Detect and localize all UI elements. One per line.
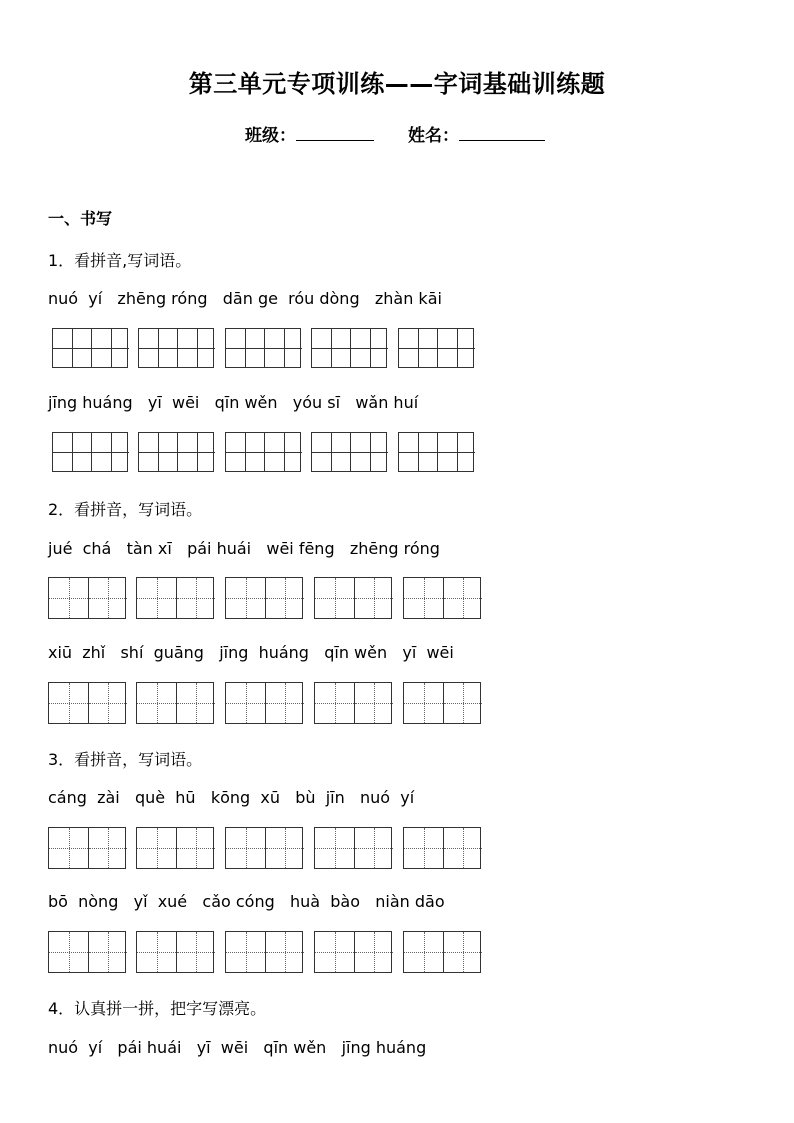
character-cell[interactable] — [137, 683, 176, 723]
character-cell[interactable] — [88, 932, 127, 972]
character-cell[interactable] — [265, 932, 304, 972]
character-cell[interactable] — [443, 578, 482, 618]
character-cell[interactable] — [404, 578, 443, 618]
character-cell[interactable] — [399, 433, 437, 471]
character-cell[interactable] — [49, 578, 88, 618]
word-box[interactable] — [314, 931, 392, 973]
word-box[interactable] — [48, 577, 126, 619]
character-cell[interactable] — [226, 932, 265, 972]
character-cell[interactable] — [88, 578, 127, 618]
word-box[interactable] — [138, 432, 214, 472]
q3-pinyin-row-1: cáng zài què hū kōng xū bù jīn nuó yí — [48, 788, 415, 807]
character-cell[interactable] — [264, 433, 302, 471]
name-blank[interactable] — [459, 126, 545, 141]
character-cell[interactable] — [137, 932, 176, 972]
word-box[interactable] — [48, 931, 126, 973]
character-cell[interactable] — [88, 683, 127, 723]
character-cell[interactable] — [265, 828, 304, 868]
question-4-label: 4．认真拼一拼，把字写漂亮。 — [48, 999, 267, 1018]
question-2-label: 2．看拼音，写词语。 — [48, 500, 203, 519]
section-heading: 一、书写 — [48, 209, 113, 228]
word-box[interactable] — [403, 682, 481, 724]
character-cell[interactable] — [404, 828, 443, 868]
character-cell[interactable] — [443, 683, 482, 723]
word-box[interactable] — [311, 328, 387, 368]
character-cell[interactable] — [404, 932, 443, 972]
question-1-label: 1．看拼音,写词语。 — [48, 251, 192, 270]
character-cell[interactable] — [265, 683, 304, 723]
character-cell[interactable] — [315, 578, 354, 618]
character-cell[interactable] — [53, 433, 91, 471]
word-box[interactable] — [314, 577, 392, 619]
word-box[interactable] — [136, 827, 214, 869]
word-box[interactable] — [225, 931, 303, 973]
character-cell[interactable] — [91, 329, 129, 367]
character-cell[interactable] — [137, 828, 176, 868]
character-cell[interactable] — [315, 932, 354, 972]
character-cell[interactable] — [265, 578, 304, 618]
word-box[interactable] — [314, 682, 392, 724]
character-cell[interactable] — [226, 329, 264, 367]
word-box[interactable] — [48, 827, 126, 869]
character-cell[interactable] — [53, 329, 91, 367]
word-box[interactable] — [52, 432, 128, 472]
character-cell[interactable] — [139, 329, 177, 367]
word-box[interactable] — [225, 432, 301, 472]
character-cell[interactable] — [315, 828, 354, 868]
word-box[interactable] — [403, 931, 481, 973]
character-cell[interactable] — [443, 828, 482, 868]
word-box[interactable] — [311, 432, 387, 472]
word-box[interactable] — [52, 328, 128, 368]
word-box[interactable] — [403, 827, 481, 869]
character-cell[interactable] — [176, 932, 215, 972]
word-box[interactable] — [136, 577, 214, 619]
character-cell[interactable] — [437, 329, 475, 367]
word-box[interactable] — [403, 577, 481, 619]
word-box[interactable] — [398, 432, 474, 472]
character-cell[interactable] — [88, 828, 127, 868]
character-cell[interactable] — [312, 433, 350, 471]
character-cell[interactable] — [399, 329, 437, 367]
q3-pinyin-row-2: bō nòng yǐ xué cǎo cóng huà bào niàn dāo — [48, 892, 445, 911]
character-cell[interactable] — [49, 828, 88, 868]
character-cell[interactable] — [226, 578, 265, 618]
word-box[interactable] — [398, 328, 474, 368]
q1-pinyin-row-1: nuó yí zhēng róng dān ge róu dòng zhàn kāi — [48, 289, 442, 308]
character-cell[interactable] — [49, 683, 88, 723]
q2-pinyin-row-2: xiū zhǐ shí guāng jīng huáng qīn wěn yī wēi — [48, 643, 454, 662]
student-info — [0, 121, 794, 146]
class-blank[interactable] — [296, 126, 374, 141]
character-cell[interactable] — [176, 683, 215, 723]
character-cell[interactable] — [315, 683, 354, 723]
character-cell[interactable] — [137, 578, 176, 618]
word-box[interactable] — [225, 577, 303, 619]
character-cell[interactable] — [49, 932, 88, 972]
word-box[interactable] — [136, 931, 214, 973]
question-3-label: 3．看拼音，写词语。 — [48, 750, 203, 769]
character-cell[interactable] — [354, 578, 393, 618]
name-label: 姓名： — [408, 126, 459, 146]
character-cell[interactable] — [177, 329, 215, 367]
character-cell[interactable] — [354, 828, 393, 868]
character-cell[interactable] — [177, 433, 215, 471]
character-cell[interactable] — [443, 932, 482, 972]
character-cell[interactable] — [91, 433, 129, 471]
character-cell[interactable] — [404, 683, 443, 723]
q1-pinyin-row-2: jīng huáng yī wēi qīn wěn yóu sī wǎn huí — [48, 393, 419, 412]
character-cell[interactable] — [350, 433, 388, 471]
character-cell[interactable] — [176, 578, 215, 618]
character-cell[interactable] — [176, 828, 215, 868]
word-box[interactable] — [314, 827, 392, 869]
character-cell[interactable] — [354, 932, 393, 972]
character-cell[interactable] — [264, 329, 302, 367]
q4-pinyin-row-1: nuó yí pái huái yī wēi qīn wěn jīng huáng — [48, 1038, 427, 1057]
word-box[interactable] — [225, 827, 303, 869]
word-box[interactable] — [48, 682, 126, 724]
character-cell[interactable] — [312, 329, 350, 367]
character-cell[interactable] — [139, 433, 177, 471]
character-cell[interactable] — [226, 828, 265, 868]
class-label: 班级： — [245, 126, 296, 146]
character-cell[interactable] — [437, 433, 475, 471]
character-cell[interactable] — [350, 329, 388, 367]
character-cell[interactable] — [354, 683, 393, 723]
word-box[interactable] — [138, 328, 214, 368]
word-box[interactable] — [225, 682, 303, 724]
character-cell[interactable] — [226, 683, 265, 723]
word-box[interactable] — [225, 328, 301, 368]
page-title: 第三单元专项训练——字词基础训练题 — [188, 70, 606, 98]
character-cell[interactable] — [226, 433, 264, 471]
q2-pinyin-row-1: jué chá tàn xī pái huái wēi fēng zhēng róng — [48, 539, 440, 558]
word-box[interactable] — [136, 682, 214, 724]
